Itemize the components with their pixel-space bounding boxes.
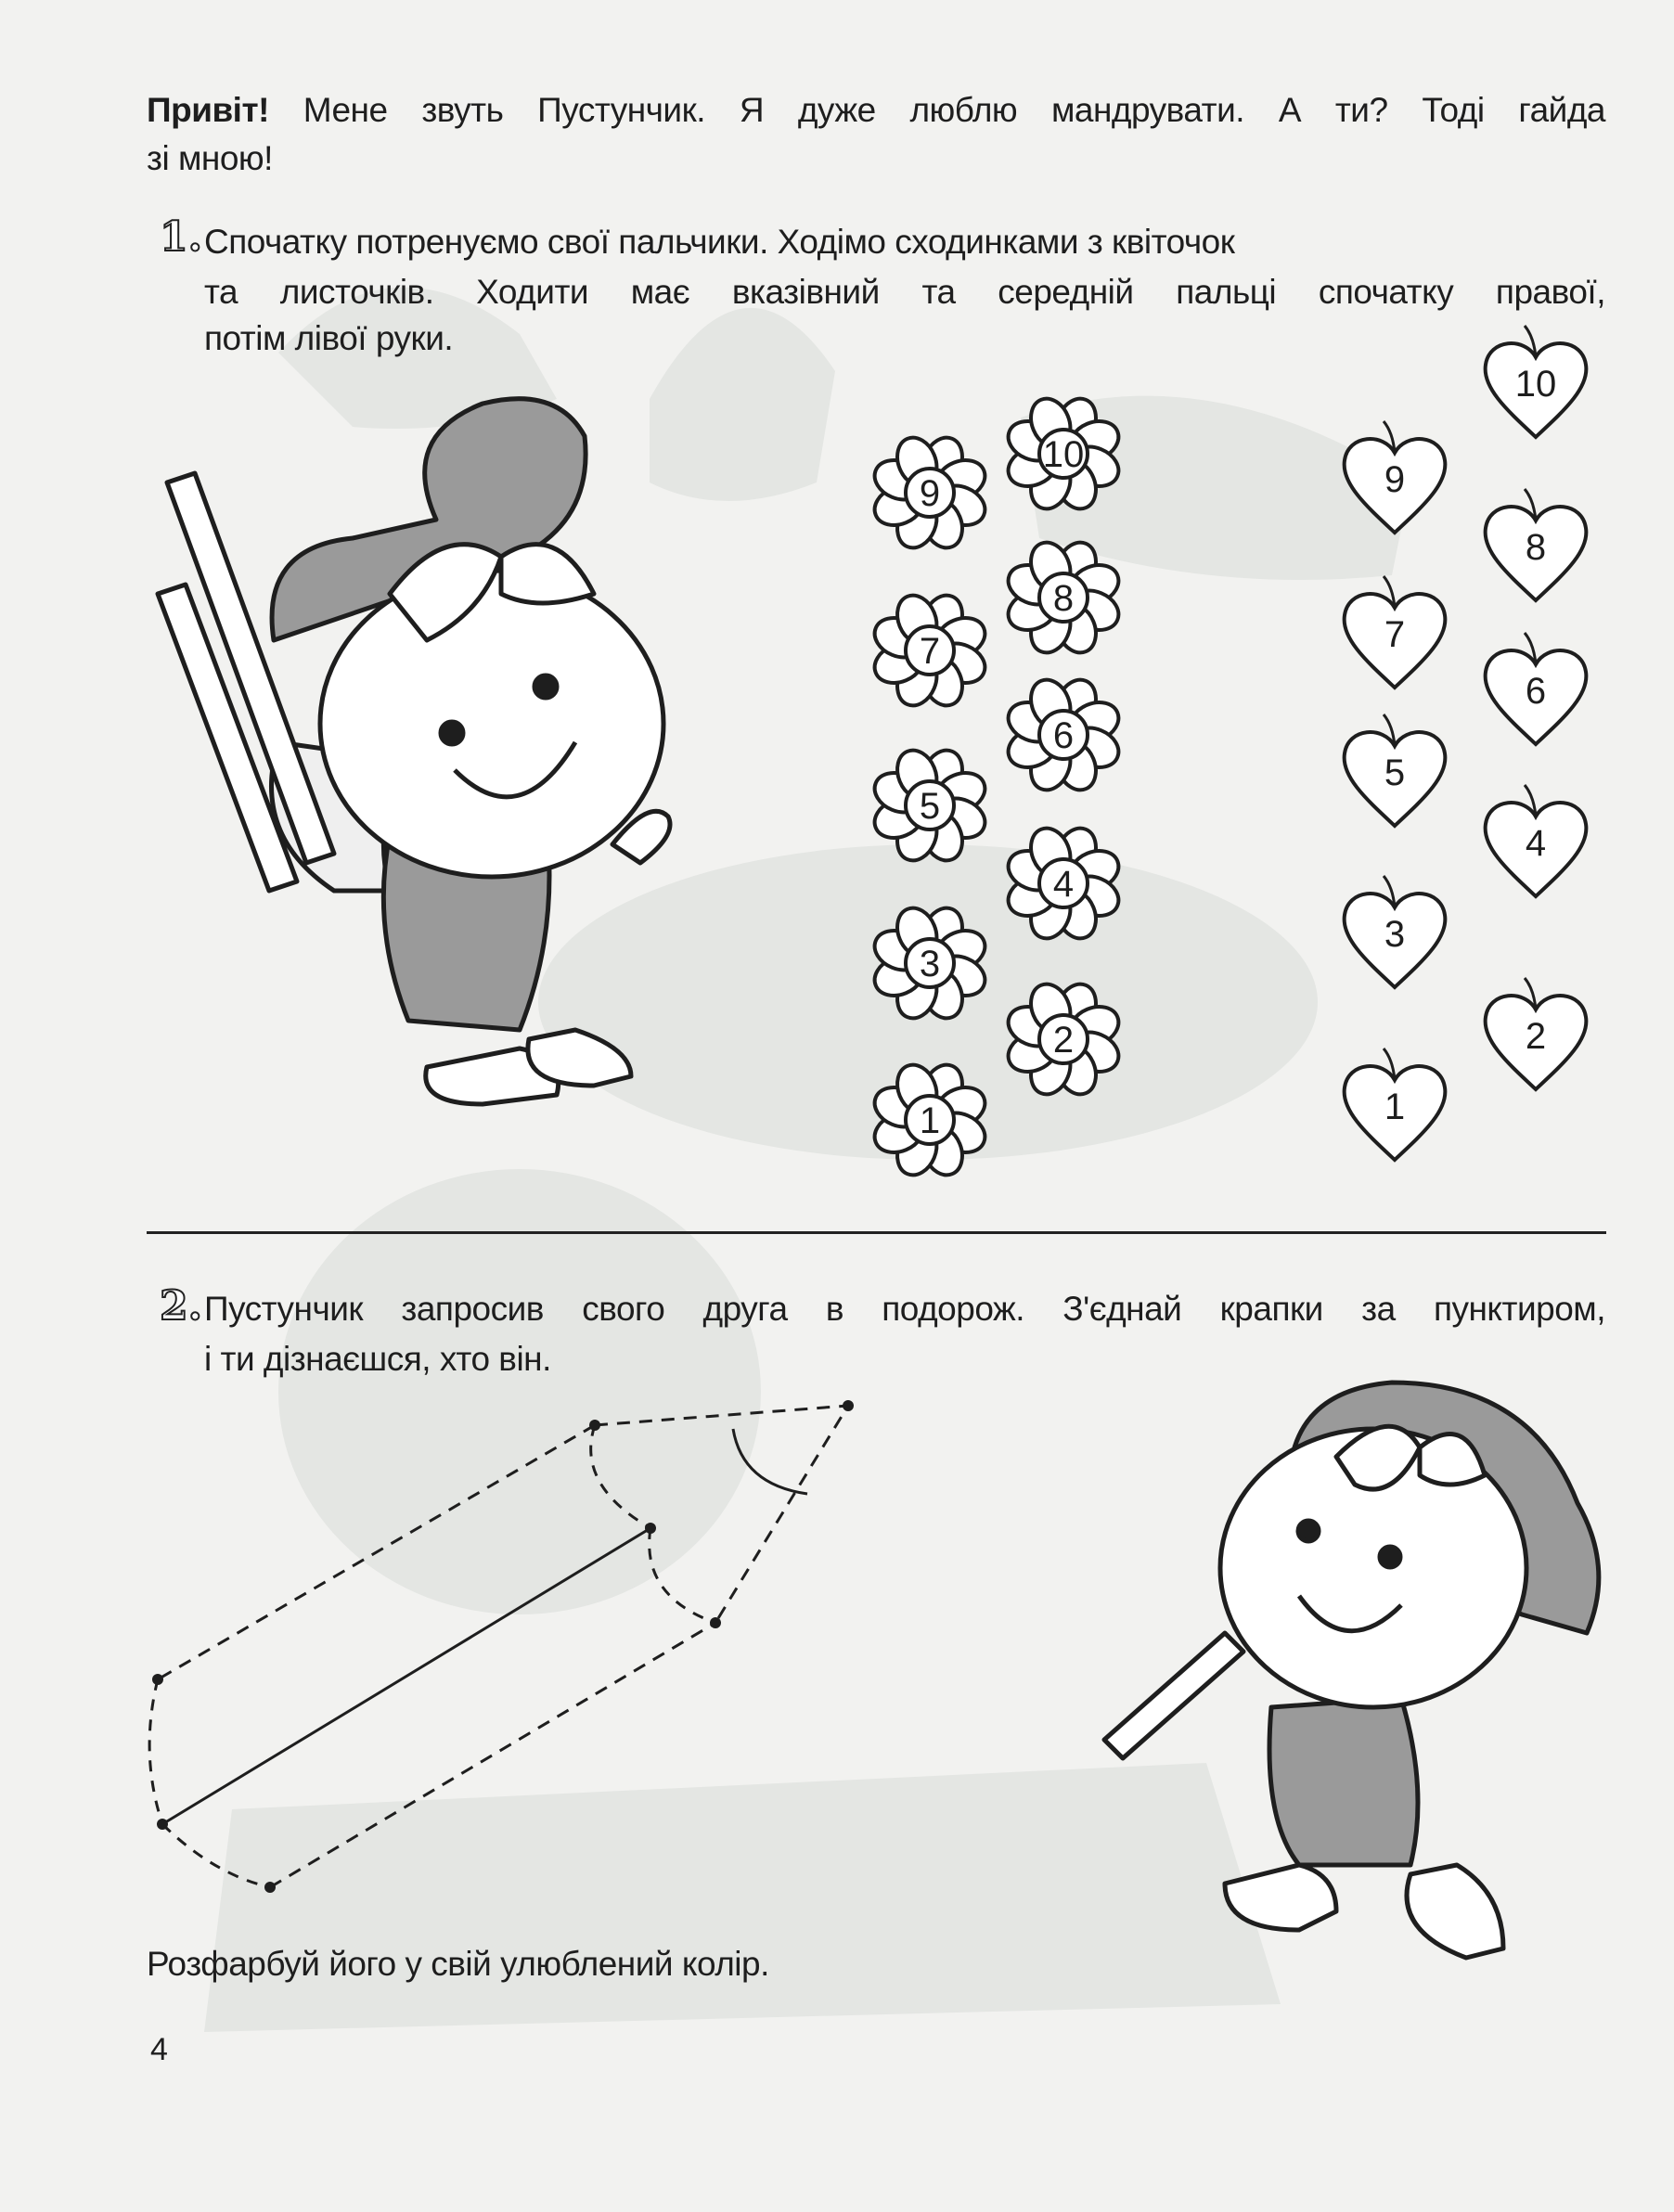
- intro-greeting: Привіт!: [147, 91, 269, 129]
- heart-number: 8: [1525, 527, 1547, 568]
- leaf-heart-step: [1486, 978, 1587, 1089]
- flower-number: 3: [919, 944, 941, 984]
- leaf-heart-step: [1345, 1048, 1446, 1160]
- leaf-heart-step: [1345, 876, 1446, 987]
- task-2-number: 2.: [160, 1282, 202, 1330]
- flower-step: [869, 431, 991, 554]
- leaf-heart-step: [1486, 633, 1587, 744]
- leaf-heart-step: [1486, 326, 1587, 437]
- task-2-line-2: і ти дізнаєшся, хто він.: [204, 1340, 551, 1378]
- coloring-instruction: Розфарбуй його у свій улюблений колір.: [147, 1945, 769, 1983]
- heart-number: 4: [1525, 823, 1547, 864]
- flower-number: 9: [919, 473, 941, 514]
- heart-number: 6: [1525, 671, 1547, 712]
- heart-number: 3: [1384, 914, 1406, 955]
- task-1-number: 1.: [160, 213, 202, 261]
- heart-number: 1: [1384, 1087, 1406, 1127]
- flower-number: 7: [919, 631, 941, 672]
- flower-number: 4: [1052, 864, 1075, 905]
- intro-line-1: [147, 85, 1605, 135]
- flower-number: 5: [919, 786, 941, 827]
- leaf-heart-step: [1486, 489, 1587, 600]
- flower-step: [1002, 674, 1125, 796]
- task-1-line-3: потім лівої руки.: [204, 319, 454, 357]
- intro-line-2: зі мною!: [147, 139, 273, 177]
- heart-number: 9: [1384, 459, 1406, 500]
- leaf-heart-step: [1345, 714, 1446, 826]
- section-divider: [147, 1231, 1606, 1234]
- flower-number: 6: [1052, 715, 1075, 756]
- task-1-line-1: Спочатку потренуємо свої пальчики. Ходімо сходинками з квіточок: [204, 223, 1235, 261]
- flower-number: 2: [1052, 1020, 1075, 1061]
- task-2-line-1: Пустунчик запросив свого друга в подорож. З'єднай крапки за пунктиром,: [204, 1290, 1605, 1328]
- leaf-heart-step: [1345, 576, 1446, 688]
- page-number: 4: [150, 2032, 168, 2067]
- intro-text: Мене звуть Пустунчик. Я дуже люблю мандрувати. А ти? Тоді гайда: [268, 91, 1605, 129]
- heart-number: 10: [1514, 364, 1557, 405]
- heart-number: 7: [1384, 614, 1406, 655]
- flower-number: 8: [1052, 578, 1075, 619]
- flower-number: 1: [919, 1100, 941, 1141]
- flower-number: 10: [1042, 434, 1085, 475]
- flower-step: [869, 589, 991, 712]
- heart-number: 5: [1384, 752, 1406, 793]
- leaf-heart-step: [1486, 785, 1587, 896]
- task-1-line-2: та листочків. Ходити має вказівний та середній пальці спочатку правої,: [204, 273, 1605, 311]
- heart-number: 2: [1525, 1016, 1547, 1057]
